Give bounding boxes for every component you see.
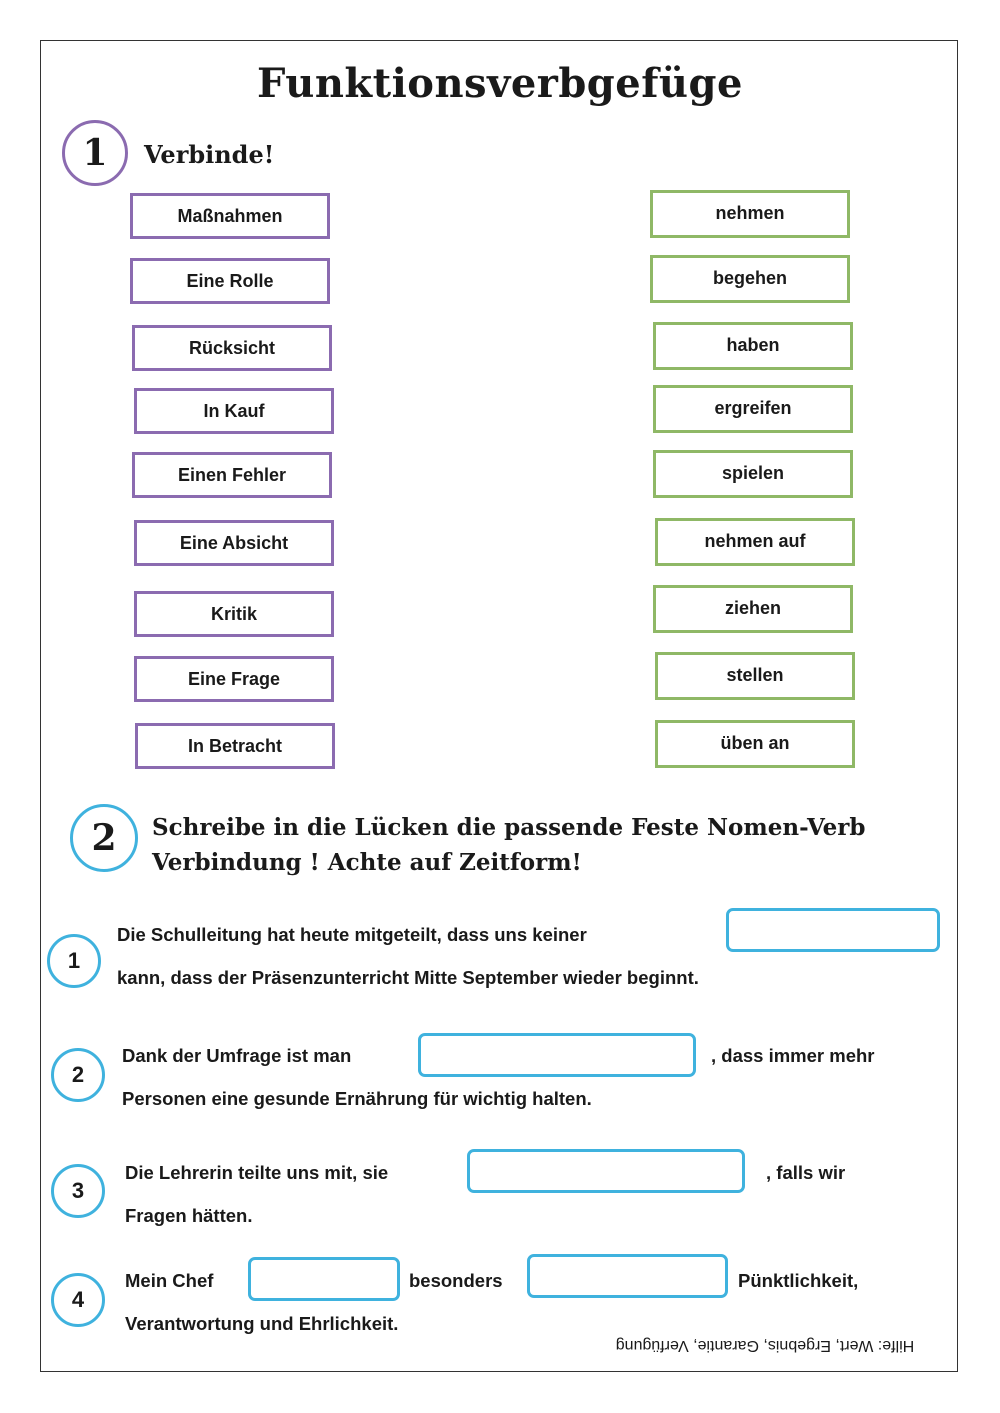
exercise-2-number: 2 — [51, 1048, 105, 1102]
verb-card[interactable]: nehmen auf — [655, 518, 855, 566]
exercise-3-text-2: , falls wir — [766, 1162, 846, 1183]
exercise-3-text-1: Die Lehrerin teilte uns mit, sie — [125, 1162, 389, 1183]
exercise-1-number: 1 — [47, 934, 101, 988]
noun-card[interactable]: Kritik — [134, 591, 334, 637]
hint-text: Hilfe: Wert, Ergebnis, Garantie, Verfügung — [615, 1337, 915, 1354]
page-title: Funktionsverbgefüge — [257, 60, 743, 107]
verb-card[interactable]: haben — [653, 322, 853, 370]
noun-card[interactable]: Eine Absicht — [134, 520, 334, 566]
exercise-1-answer-field[interactable] — [726, 908, 940, 952]
exercise-3-number: 3 — [51, 1164, 105, 1218]
noun-card[interactable]: In Kauf — [134, 388, 334, 434]
exercise-4-number: 4 — [51, 1273, 105, 1327]
exercise-2-text-3: Personen eine gesunde Ernährung für wichtig halten. — [122, 1088, 592, 1109]
section-2-heading-line1: Schreibe in die Lücken die passende Feste Nomen-Verb — [152, 814, 866, 841]
noun-card[interactable]: Eine Rolle — [130, 258, 330, 304]
exercise-2-text-2: , dass immer mehr — [711, 1045, 875, 1066]
verb-card[interactable]: ziehen — [653, 585, 853, 633]
exercise-2-text-1: Dank der Umfrage ist man — [122, 1045, 352, 1066]
exercise-4-text-3: Pünktlichkeit, — [738, 1270, 859, 1291]
exercise-4-text-4: Verantwortung und Ehrlichkeit. — [125, 1313, 399, 1334]
noun-card[interactable]: Maßnahmen — [130, 193, 330, 239]
exercise-4-text-1: Mein Chef — [125, 1270, 214, 1291]
exercise-1-text-1: Die Schulleitung hat heute mitgeteilt, dass uns keiner — [117, 924, 587, 945]
noun-card[interactable]: In Betracht — [135, 723, 335, 769]
exercise-4-text-2: besonders — [409, 1270, 503, 1291]
noun-card[interactable]: Rücksicht — [132, 325, 332, 371]
exercise-4-answer-field-2[interactable] — [527, 1254, 728, 1298]
exercise-3-text-3: Fragen hätten. — [125, 1205, 253, 1226]
exercise-3-answer-field[interactable] — [467, 1149, 745, 1193]
noun-card[interactable]: Eine Frage — [134, 656, 334, 702]
section-1-number: 1 — [62, 120, 128, 186]
verb-card[interactable]: üben an — [655, 720, 855, 768]
verb-card[interactable]: stellen — [655, 652, 855, 700]
exercise-2-answer-field[interactable] — [418, 1033, 696, 1077]
exercise-1-text-2: kann, dass der Präsenzunterricht Mitte September wieder beginnt. — [117, 967, 699, 988]
verb-card[interactable]: spielen — [653, 450, 853, 498]
section-1-heading: Verbinde! — [144, 140, 275, 169]
verb-card[interactable]: begehen — [650, 255, 850, 303]
section-2-heading-line2: Verbindung ! Achte auf Zeitform! — [152, 849, 582, 876]
exercise-4-answer-field-1[interactable] — [248, 1257, 400, 1301]
section-2-number: 2 — [70, 804, 138, 872]
noun-card[interactable]: Einen Fehler — [132, 452, 332, 498]
verb-card[interactable]: ergreifen — [653, 385, 853, 433]
verb-card[interactable]: nehmen — [650, 190, 850, 238]
